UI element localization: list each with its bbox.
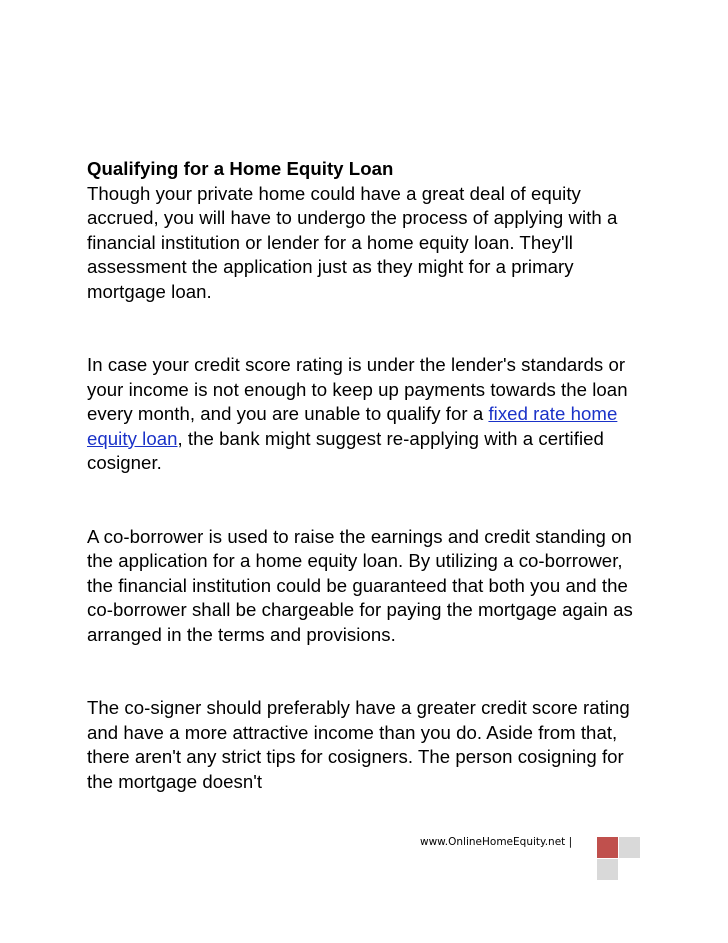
paragraph-1: Though your private home could have a great deal of equity accrued, you will have to undergo the process of applying with a financial institution or lender for a home equity loan. They'll assessment the application just as they might for a primary mortgage loan.	[87, 182, 618, 302]
footer-gray-square-top	[619, 837, 640, 858]
paragraph-4: The co-signer should preferably have a greater credit score rating and have a more attractive income than you do. Aside from that, there aren't any strict tips for cosigners. The person cosigning for the mortgage doesn't	[87, 697, 630, 792]
footer-accent-square	[597, 837, 618, 858]
heading-block	[87, 157, 647, 304]
paragraph-2-text-before: In case your credit score rating is under the lender's standards or your income is not enough to keep up payments towards the loan every month, and you are unable to qualify for a	[87, 354, 628, 424]
paragraph-2	[87, 353, 647, 476]
paragraph-3: A co-borrower is used to raise the earnings and credit standing on the application for a home equity loan. By utilizing a co-borrower, the financial institution could be guaranteed that both you and the co-borrower shall be chargeable for paying the mortgage again as arranged in the terms and provisions.	[87, 525, 633, 645]
footer-url: www.OnlineHomeEquity.net |	[420, 836, 573, 848]
footer-gray-square-bottom	[597, 859, 618, 880]
document-body	[87, 157, 647, 794]
section-heading: Qualifying for a Home Equity Loan	[87, 158, 394, 179]
fixed-rate-loan-link[interactable]: fixed rate home equity loan	[87, 403, 618, 449]
paragraph-2-text-after: , the bank might suggest re-applying with a certified cosigner.	[87, 427, 604, 473]
